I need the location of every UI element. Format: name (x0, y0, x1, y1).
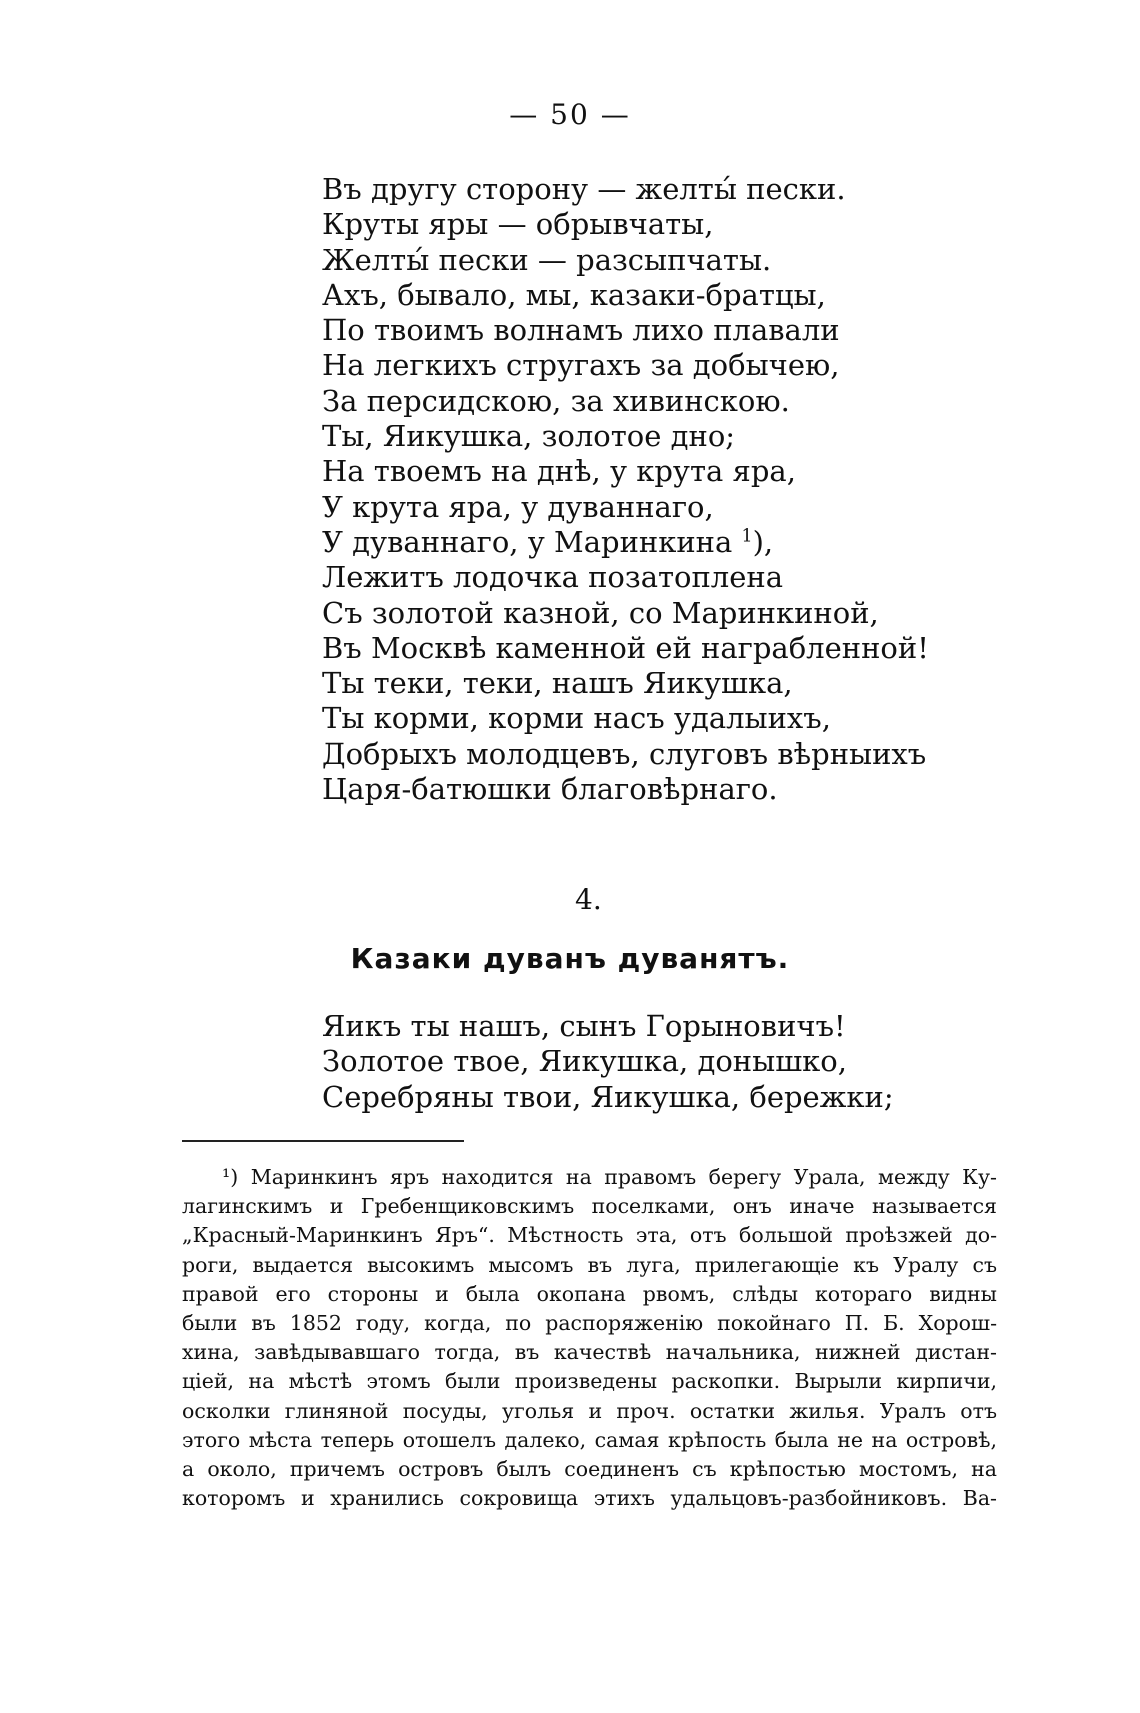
poem-line: Круты яры — обрывчаты, (322, 207, 714, 242)
poem-line: Яикъ ты нашъ, сынъ Горыновичъ! (322, 1009, 846, 1043)
footnote-line: правой его стороны и была окопана рвомъ, слѣды котораго видны (182, 1281, 997, 1306)
footnote-line (182, 1163, 997, 1192)
poem-line: Лежитъ лодочка позатоплена (322, 560, 784, 595)
poem-line-with-footnote (322, 525, 929, 560)
poem-stanza-2 (322, 1009, 894, 1115)
footnote-line: хина, завѣдывавшаго тогда, въ качествѣ начальника, нижней дистан- (182, 1340, 997, 1365)
poem-stanza-1 (322, 172, 929, 807)
page-number: — 50 — (509, 98, 631, 131)
section-number: 4. (575, 883, 602, 916)
footnote-line: ціей, на мѣстѣ этомъ были произведены раскопки. Вырыли кирпичи, (182, 1369, 997, 1394)
footnote (182, 1163, 997, 1513)
footnote-line: роги, выдается высокимъ мысомъ въ луга, прилегающіе къ Уралу съ (182, 1252, 997, 1277)
poem-line: Въ другу сторону — желты́ пески. (322, 172, 846, 206)
poem-line: Въ Москвѣ каменной ей награбленной! (322, 630, 929, 665)
poem-line: Серебряны твои, Яикушка, бережки; (322, 1079, 894, 1114)
footnote-line-text: Маринкинъ яръ находится на правомъ берегу Урала, между Ку- (250, 1165, 997, 1189)
footnote-line: этого мѣста теперь отошелъ далеко, самая крѣпость была не на островѣ, (182, 1427, 997, 1452)
poem-line: Ты корми, корми насъ удалыихъ, (322, 701, 831, 736)
poem-line: У крута яра, у дуваннаго, (322, 489, 714, 524)
poem-line: На легкихъ стругахъ за добычею, (322, 348, 840, 383)
poem-line: За персидскою, за хивинскою. (322, 383, 790, 418)
footnote-line: которомъ и хранились сокровища этихъ удальцовъ-разбойниковъ. Ва- (182, 1486, 997, 1511)
footnote-line: „Красный-Маринкинъ Яръ“. Мѣстность эта, отъ большой проѣзжей до- (182, 1223, 997, 1248)
poem-line: Желты́ пески — разсыпчаты. (322, 242, 772, 277)
footnote-line: осколки глиняной посуды, уголья и проч. остатки жилья. Уралъ отъ (182, 1398, 997, 1423)
footnote-divider (182, 1140, 464, 1142)
poem-line: Съ золотой казной, со Маринкиной, (322, 595, 879, 630)
footnote-reference: 1 (741, 526, 753, 547)
footnote-line: лагинскимъ и Гребенщиковскимъ поселками, онъ иначе называется (182, 1194, 997, 1219)
poem-line: Ахъ, бывало, мы, казаки-братцы, (322, 277, 826, 312)
poem-line: Добрыхъ молодцевъ, слуговъ вѣрныихъ (322, 736, 927, 771)
footnote-reference-suffix: ), (752, 524, 774, 559)
footnote-line: а около, причемъ островъ былъ соединенъ съ крѣпостью мостомъ, на (182, 1457, 997, 1482)
poem-line: По твоимъ волнамъ лихо плавали (322, 313, 840, 348)
poem-line: На твоемъ на днѣ, у крута яра, (322, 454, 796, 489)
poem-line: Царя-батюшки благовѣрнаго. (322, 772, 778, 807)
poem-line: Ты, Яикушка, золотое дно; (322, 419, 736, 454)
footnote-line: были въ 1852 году, когда, по распоряженію покойнаго П. Б. Хорош- (182, 1311, 997, 1336)
section-title: Казаки дуванъ дуванятъ. (350, 942, 790, 975)
poem-line-text: У дуваннаго, у Маринкина (322, 524, 733, 559)
footnote-marker: ¹) (222, 1165, 239, 1189)
poem-line: Ты теки, теки, нашъ Яикушка, (322, 666, 793, 701)
poem-line: Золотое твое, Яикушка, донышко, (322, 1044, 847, 1079)
